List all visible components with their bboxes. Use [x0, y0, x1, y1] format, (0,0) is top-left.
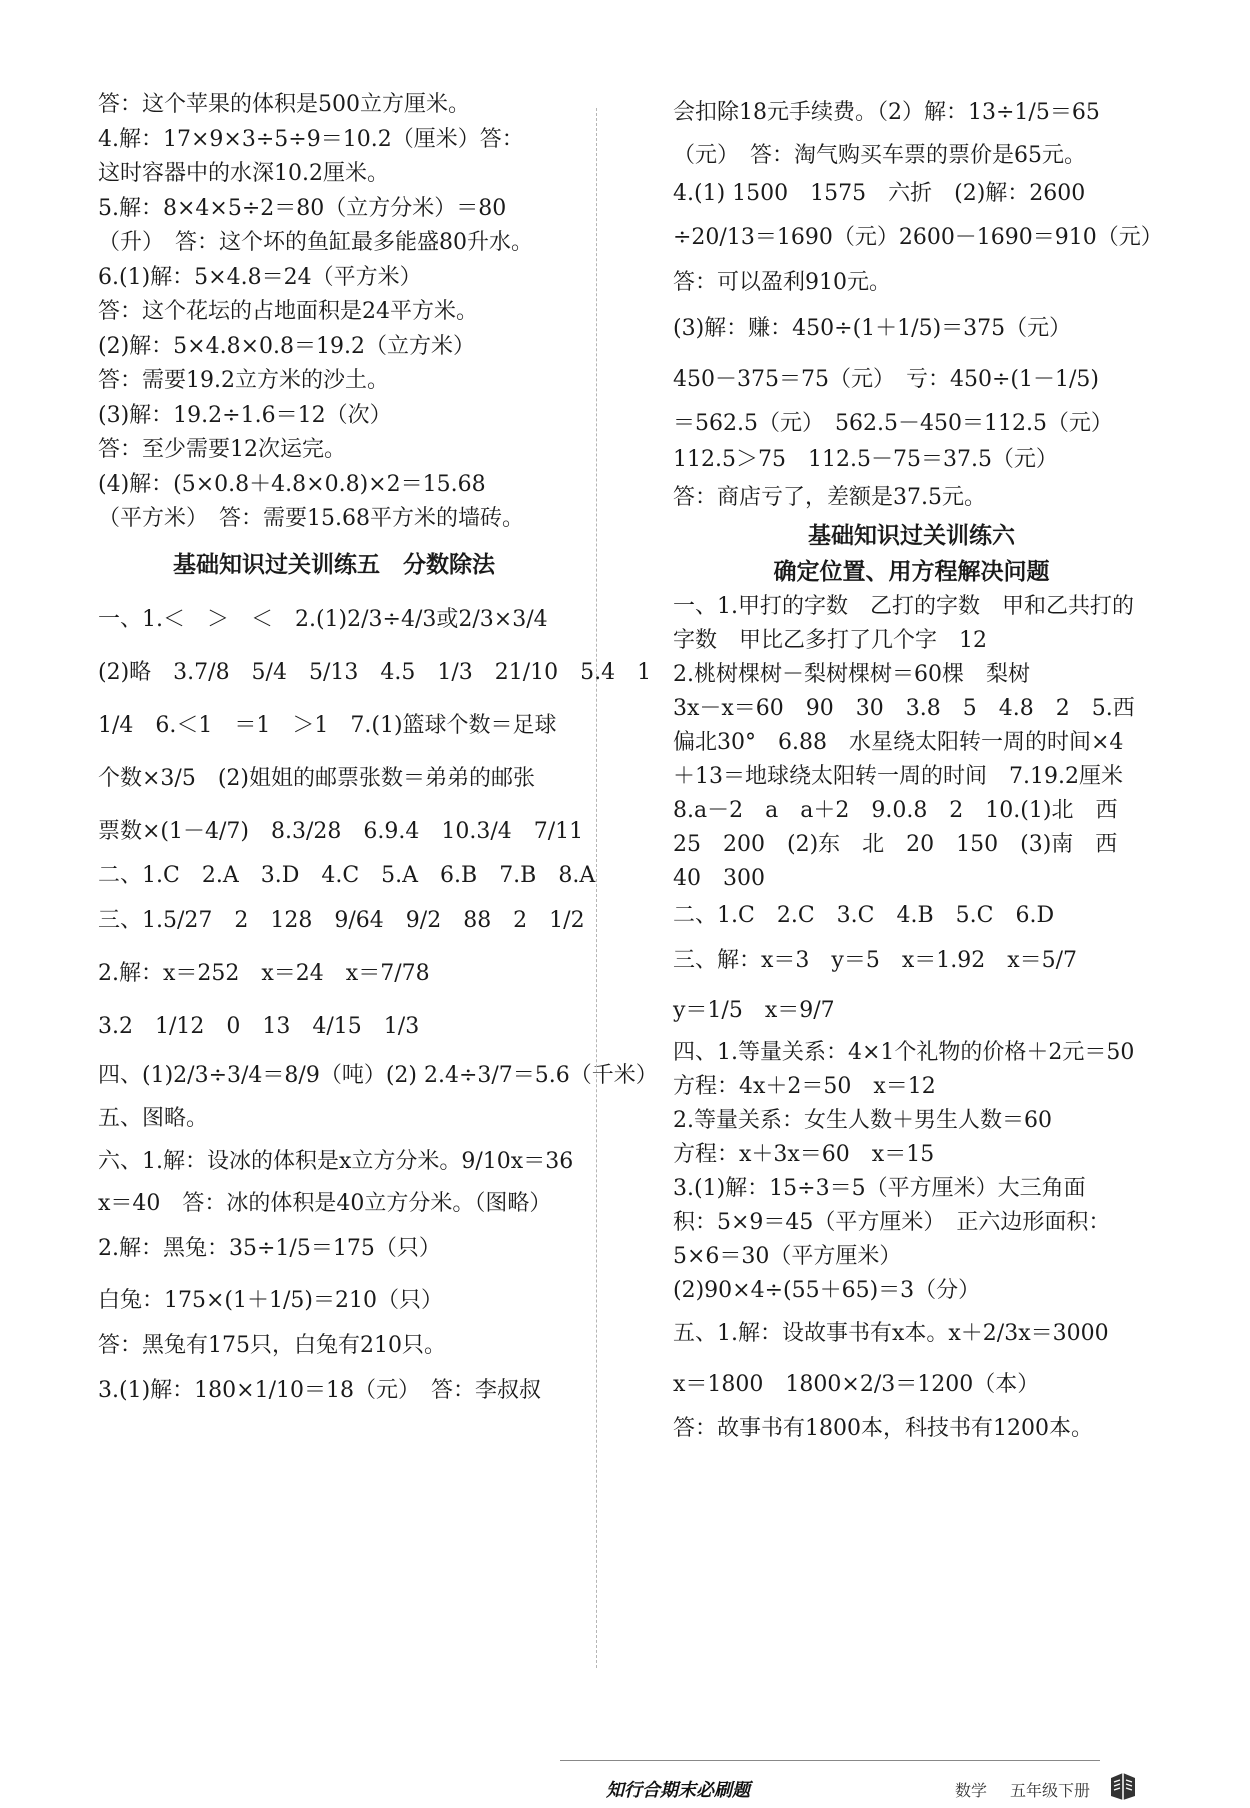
answer-line: (2)解：5×4.8×0.8＝19.2（立方米） — [98, 333, 475, 359]
footer-book-title: 知行合期末必刷题 — [606, 1780, 750, 1801]
footer-grade: 五年级下册 — [1010, 1781, 1091, 1800]
answer-line: (3)解：19.2÷1.6＝12（次） — [98, 402, 392, 428]
answer-line: 答：黑兔有175只，白兔有210只。 — [98, 1332, 446, 1358]
answer-line: 会扣除18元手续费。（2）解：13÷1/5＝65 — [673, 100, 1100, 125]
answer-line: ＝562.5（元） 562.5－450＝112.5（元） — [673, 411, 1113, 436]
answer-line: 3x－x＝60 90 30 3.8 5 4.8 2 5.西 — [673, 696, 1135, 721]
answer-line: 积：5×9＝45（平方厘米） 正六边形面积： — [673, 1210, 1111, 1235]
left-column — [98, 88, 658, 1417]
answer-line: 112.5＞75 112.5－75＝37.5（元） — [673, 447, 1058, 472]
page-footer — [0, 1738, 1250, 1808]
footer-rule — [560, 1760, 1100, 1761]
answer-line: 字数 甲比乙多打了几个字 12 — [673, 628, 987, 653]
answer-line: 方程：4x＋2＝50 x＝12 — [673, 1074, 936, 1099]
answer-line: 偏北30° 6.88 水星绕太阳转一周的时间×4 — [673, 730, 1124, 755]
footer-subject: 数学 — [955, 1781, 988, 1800]
section-heading: 基础知识过关训练五 分数除法 — [173, 551, 495, 578]
answer-line: 5.解：8×4×5÷2＝80（立方分米）＝80 — [98, 195, 507, 221]
answer-line: 2.解：x＝252 x＝24 x＝7/78 — [98, 960, 430, 986]
answer-line: 6.(1)解：5×4.8＝24（平方米） — [98, 264, 422, 290]
section-heading: 基础知识过关训练六 — [808, 523, 1015, 549]
answer-line: 一、1.甲打的字数 乙打的字数 甲和乙共打的 — [673, 594, 1134, 619]
answer-line: 40 300 — [673, 866, 765, 891]
answer-line: 1/4 6.＜1 ＝1 ＞1 7.(1)篮球个数＝足球 — [98, 712, 557, 738]
answer-line: 三、1.5/27 2 128 9/64 9/2 88 2 1/2 — [98, 907, 585, 933]
answer-line: 2.等量关系：女生人数＋男生人数＝60 — [673, 1108, 1052, 1133]
answer-line: 8.a－2 a a＋2 9.0.8 2 10.(1)北 西 — [673, 798, 1118, 823]
right-column — [673, 88, 1163, 1448]
answer-line: 答：这个苹果的体积是500立方厘米。 — [98, 92, 470, 117]
answer-line: 个数×3/5 (2)姐姐的邮票张数＝弟弟的邮张 — [98, 765, 536, 791]
answer-line: x＝1800 1800×2/3＝1200（本） — [673, 1372, 1040, 1397]
answer-line: 四、(1)2/3÷3/4＝8/9（吨）(2) 2.4÷3/7＝5.6（千米） — [98, 1062, 658, 1088]
answer-line: 五、图略。 — [98, 1105, 209, 1131]
answer-line: 答：至少需要12次运完。 — [98, 437, 346, 462]
answer-line: 白兔：175×(1＋1/5)＝210（只） — [98, 1287, 443, 1313]
answer-line: 答：这个花坛的占地面积是24平方米。 — [98, 299, 478, 324]
answer-line: 二、1.C 2.A 3.D 4.C 5.A 6.B 7.B 8.A — [98, 862, 596, 888]
answer-line: 3.(1)解：180×1/10＝18（元） 答：李叔叔 — [98, 1377, 541, 1403]
answer-line: （元） 答：淘气购买车票的票价是65元。 — [673, 143, 1086, 168]
answer-line: 一、1.＜ ＞ ＜ 2.(1)2/3÷4/3或2/3×3/4 — [98, 606, 548, 632]
answer-line: 25 200 (2)东 北 20 150 (3)南 西 — [673, 832, 1118, 857]
answer-line: 这时容器中的水深10.2厘米。 — [98, 161, 389, 186]
answer-line: y＝1/5 x＝9/7 — [673, 998, 835, 1023]
answer-line: 答：商店亏了，差额是37.5元。 — [673, 485, 986, 510]
answer-line: （升） 答：这个坏的鱼缸最多能盛80升水。 — [98, 230, 533, 255]
column-divider — [596, 108, 597, 1668]
answer-line: ＋13＝地球绕太阳转一周的时间 7.19.2厘米 — [673, 764, 1123, 789]
answer-line: x＝40 答：冰的体积是40立方分米。（图略） — [98, 1190, 552, 1216]
answer-line: (2)90×4÷(55＋65)＝3（分） — [673, 1278, 981, 1303]
answer-line: 四、1.等量关系：4×1个礼物的价格＋2元＝50 — [673, 1040, 1135, 1065]
section-heading: 确定位置、用方程解决问题 — [773, 559, 1050, 585]
book-icon — [1108, 1770, 1138, 1800]
answer-line: ÷20/13＝1690（元）2600－1690＝910（元） — [673, 225, 1163, 250]
answer-line: 5×6＝30（平方厘米） — [673, 1244, 902, 1269]
answer-line: 4.(1) 1500 1575 六折 (2)解：2600 — [673, 181, 1086, 206]
answer-line: 3.2 1/12 0 13 4/15 1/3 — [98, 1013, 420, 1039]
answer-line: 答：需要19.2立方米的沙土。 — [98, 368, 389, 393]
answer-line: (4)解：(5×0.8＋4.8×0.8)×2＝15.68 — [98, 471, 486, 497]
answer-line: 2.解：黑兔：35÷1/5＝175（只） — [98, 1235, 441, 1261]
answer-line: 450－375＝75（元） 亏：450÷(1－1/5) — [673, 367, 1099, 392]
answer-line: （平方米） 答：需要15.68平方米的墙砖。 — [98, 506, 524, 531]
answer-line: 六、1.解：设冰的体积是x立方分米。9/10x＝36 — [98, 1148, 574, 1174]
answer-line: 票数×(1－4/7) 8.3/28 6.9.4 10.3/4 7/11 — [98, 818, 584, 844]
answer-line: (3)解：赚：450÷(1＋1/5)＝375（元） — [673, 316, 1072, 341]
answer-line: 2.桃树棵树－梨树棵树＝60棵 梨树 — [673, 662, 1030, 687]
answer-line: 4.解：17×9×3÷5÷9＝10.2（厘米）答： — [98, 126, 524, 152]
answer-line: 五、1.解：设故事书有x本。x＋2/3x＝3000 — [673, 1321, 1109, 1346]
answer-line: 3.(1)解：15÷3＝5（平方厘米）大三角面 — [673, 1176, 1086, 1201]
answer-line: 二、1.C 2.C 3.C 4.B 5.C 6.D — [673, 903, 1055, 928]
answer-line: 答：可以盈利910元。 — [673, 270, 891, 295]
answer-line: 答：故事书有1800本，科技书有1200本。 — [673, 1416, 1093, 1441]
answer-line: 三、解：x＝3 y＝5 x＝1.92 x＝5/7 — [673, 948, 1078, 973]
answer-line: 方程：x＋3x＝60 x＝15 — [673, 1142, 935, 1167]
answer-line: (2)略 3.7/8 5/4 5/13 4.5 1/3 21/10 5.4 1 — [98, 659, 652, 685]
